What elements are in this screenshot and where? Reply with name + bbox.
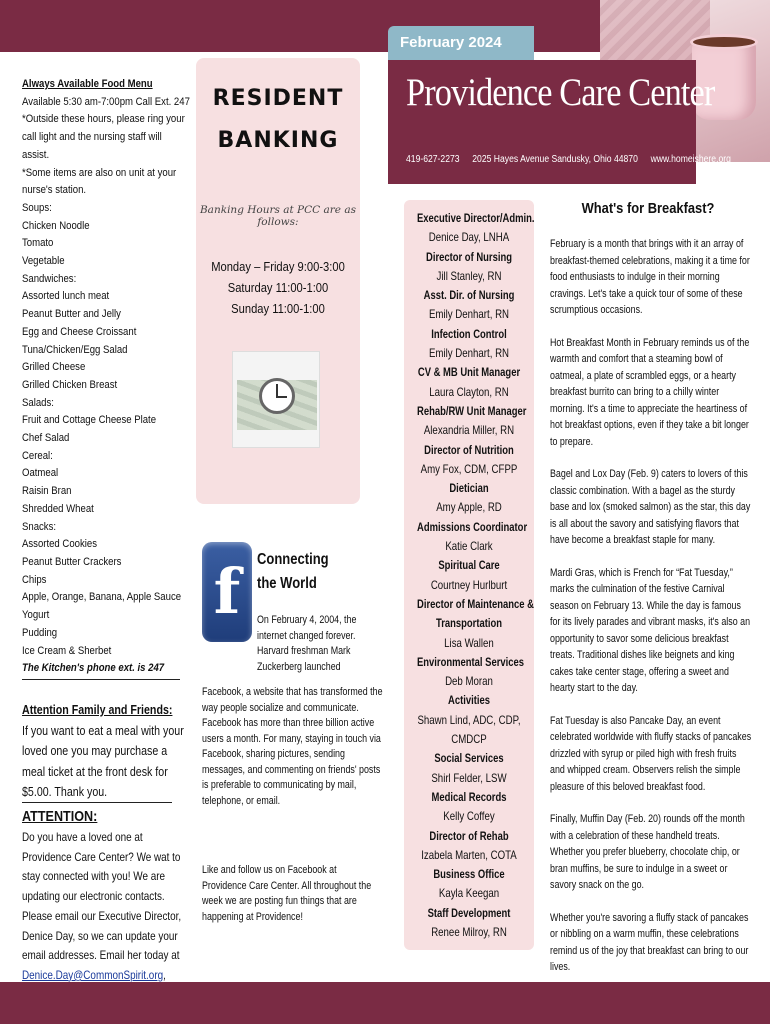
center-name: Providence Care Center [406, 71, 715, 114]
menu-item: Pudding [22, 626, 58, 639]
staff-role: Medical Records [431, 789, 507, 804]
staff-name: Laura Clayton, RN [429, 384, 509, 399]
breakfast-paragraph: February is a month that brings with it an array of breakfast-themed celebrations, making it a time for food enthusiasts to indulge in their morning cravings. Let's take a quick tour of some of these scrumptious occasions. [550, 238, 750, 316]
menu-item: Cereal: [22, 449, 53, 462]
menu-item: Ice Cream & Sherbet [22, 644, 112, 657]
attention-family-text: If you want to eat a meal with your loved one you may purchase a meal ticket at the front desk for $5.00. Thank you. [22, 722, 184, 799]
menu-item: Assorted lunch meat [22, 290, 110, 303]
banking-title-line1: RESIDENT [212, 86, 344, 111]
clock-hand [277, 396, 287, 398]
menu-item: Grilled Cheese [22, 361, 86, 374]
staff-name: Emily Denhart, RN [428, 346, 510, 361]
food-menu-list [22, 94, 190, 661]
menu-item: Chef Salad [22, 432, 70, 445]
breakfast-paragraph: Bagel and Lox Day (Feb. 9) caters to lovers of this classic combination. With a bagel as the sturdy base and lox (smoked salmon) as the star, this day is all about the savory and satisfying flavors that have become a breakfast staple for many. [550, 468, 751, 546]
attention-text: Do you have a loved one at Providence Care Center? We wat to stay connected with you! We are updating our electronic contacts. Please email our Executive Director, Denice Day, so we can update your email addresses. Email her today at [22, 830, 182, 963]
staff-role: Social Services [434, 751, 504, 766]
kitchen-phone: The Kitchen's phone ext. is 247 [22, 662, 165, 675]
staff-name: Emily Denhart, RN [428, 307, 510, 322]
divider [22, 802, 172, 803]
menu-item: Tuna/Chicken/Egg Salad [22, 343, 128, 356]
menu-item: Salads: [22, 396, 54, 409]
staff-directory [404, 209, 534, 942]
staff-name: Alexandria Miller, RN [423, 423, 515, 438]
staff-role: Executive Director/Admin. [417, 211, 535, 225]
menu-item: Soups: [22, 201, 52, 214]
menu-item: Yogurt [22, 609, 50, 622]
breakfast-paragraph: Finally, Muffin Day (Feb. 20) rounds off the month with a celebration of these handheld treats. Whether you prefer blueberry, chocolate chip, or bran muffins, be sure to indulge in a sweet or savory snack on the go. [550, 813, 745, 891]
menu-item: Available 5:30 am-7:00pm Call Ext. 247 [22, 95, 190, 108]
address: 2025 Hayes Avenue Sandusky, Ohio 44870 [472, 154, 638, 165]
staff-role: Infection Control [431, 326, 507, 341]
hours-sunday: Sunday 11:00-1:00 [231, 301, 325, 316]
menu-item: Chips [22, 573, 47, 586]
hours-saturday: Saturday 11:00-1:00 [227, 280, 329, 295]
breakfast-article [550, 236, 752, 992]
staff-name: Courtney Hurlburt [430, 577, 508, 592]
coffee-image [690, 34, 758, 50]
attention-family-heading: Attention Family and Friends: [22, 702, 173, 717]
menu-item: Egg and Cheese Croissant [22, 325, 137, 338]
facebook-title: Connecting the World [257, 551, 329, 592]
menu-item: Tomato [22, 237, 54, 250]
attention-suffix: , [163, 967, 166, 982]
staff-name: Kelly Coffey [443, 809, 495, 824]
menu-item: Raisin Bran [22, 485, 72, 498]
contact-line [406, 154, 741, 165]
menu-item: Oatmeal [22, 467, 59, 480]
phone-number: 419-627-2273 [406, 154, 460, 165]
facebook-paragraph: Like and follow us on Facebook at Providence Care Center. All throughout the week we are posting fun things that are happening at Providence! [202, 864, 372, 923]
facebook-icon: f [202, 542, 252, 642]
menu-item: Assorted Cookies [22, 538, 97, 551]
staff-role: Activities [448, 693, 490, 708]
staff-role: Transportation [435, 616, 503, 631]
attention-heading: ATTENTION: [22, 808, 98, 825]
clock-money-image [232, 351, 320, 448]
attention-family-section [22, 700, 186, 803]
staff-name: Denice Day, LNHA [428, 230, 510, 245]
staff-name: Shawn Lind, ADC, CDP, [417, 712, 521, 727]
staff-name: Amy Apple, RD [436, 500, 502, 515]
breakfast-paragraph: Fat Tuesday is also Pancake Day, an event celebrated worldwide with fluffy stacks of pancakes drizzled with syrup or piled high with fresh fruits and whipped cream. Observers relish the simple pleasure of this beloved breakfast food. [550, 714, 752, 793]
staff-role: Environmental Services [417, 654, 525, 669]
attention-section [22, 806, 190, 1005]
staff-role: Business Office [433, 867, 505, 882]
staff-role: Asst. Dir. of Nursing [423, 288, 515, 303]
breakfast-paragraph: Whether you're savoring a fluffy stack of pancakes or nibbling on a warm muffin, these celebrations remind us of the joy that breakfast can bring to our lives. [550, 911, 749, 973]
staff-role: Rehab/RW Unit Manager [417, 403, 527, 418]
menu-item: Fruit and Cottage Cheese Plate [22, 414, 157, 427]
staff-name: Amy Fox, CDM, CFPP [420, 461, 518, 476]
issue-date: February 2024 [388, 26, 534, 60]
staff-role: Admissions Coordinator [417, 519, 528, 534]
banking-intro: Banking Hours at PCC are as follows: [199, 204, 357, 228]
staff-name: Lisa Wallen [444, 635, 494, 650]
staff-name: Izabela Marten, COTA [421, 847, 517, 862]
website[interactable]: www.homeishere.org [650, 154, 731, 165]
staff-role: Dietician [449, 481, 489, 496]
facebook-paragraph: On February 4, 2004, the internet changed forever. Harvard freshman Mark Zuckerberg launched [257, 614, 357, 673]
banking-title-line2: BANKING [217, 128, 339, 153]
menu-item: *Outside these hours, please ring your call light and the nursing staff will assist. [22, 113, 185, 161]
breakfast-paragraph: Mardi Gras, which is French for “Fat Tuesday,” marks the culmination of the festive Carnival season on February 13. While the day is famous for its lively parades and vibrant masks, it's also an opportunity to savor some delicious breakfast treats. Traditional dishes like beignets and king cakes take center stage, offering a sweet and hearty start to the day. [550, 566, 751, 694]
divider [22, 679, 180, 680]
menu-item: Chicken Noodle [22, 219, 90, 232]
staff-name: Renee Milroy, RN [431, 924, 507, 939]
food-menu [22, 76, 190, 678]
facebook-paragraph: Facebook, a website that has transformed the way people socialize and communicate. Facebook has more than three billion active users a month. For many, staying in touch via Facebook, sharing pictures, sending messages, and commenting on friends' posts is preferable to communicating by mail, telephone, or email. [202, 686, 383, 807]
menu-item: *Some items are also on unit at your nurse's station. [22, 166, 177, 197]
menu-item: Snacks: [22, 520, 57, 533]
staff-role: Staff Development [427, 905, 511, 920]
staff-role: Director of Maintenance & [417, 596, 534, 611]
hours-weekday: Monday – Friday 9:00-3:00 [211, 259, 345, 274]
staff-name: Kayla Keegan [438, 886, 500, 901]
staff-name: Deb Moran [445, 674, 493, 689]
banking-hours [207, 256, 348, 319]
breakfast-title: What's for Breakfast? [581, 200, 715, 217]
director-email-link[interactable]: Denice.Day@CommonSpirit.org [22, 967, 164, 982]
menu-item: Shredded Wheat [22, 502, 94, 515]
staff-role: Spiritual Care [438, 558, 500, 573]
menu-item: Sandwiches: [22, 272, 77, 285]
staff-role: Director of Nutrition [424, 442, 514, 457]
bottom-banner [0, 982, 770, 1024]
staff-role: CV & MB Unit Manager [417, 365, 521, 380]
food-menu-title: Always Available Food Menu [22, 78, 153, 90]
menu-item: Apple, Orange, Banana, Apple Sauce [22, 591, 182, 604]
menu-item: Peanut Butter Crackers [22, 555, 122, 568]
staff-role: Director of Nursing [426, 249, 512, 264]
breakfast-paragraph: Hot Breakfast Month in February reminds us of the warmth and comfort that a steaming bowl of oatmeal, a plate of scrambled eggs, or a hearty breakfast burrito can bring to a chilly winter morning. It's a time to appreciate the heartiness of hot breakfast options, even if they take a bit longer to prepare. [550, 336, 750, 448]
staff-name: Shirl Felder, LSW [431, 770, 507, 785]
staff-name: Jill Stanley, RN [436, 268, 502, 283]
menu-item: Grilled Chicken Breast [22, 378, 118, 391]
staff-role: Director of Rehab [429, 828, 509, 843]
menu-item: Vegetable [22, 255, 65, 268]
banking-title [196, 78, 360, 162]
menu-item: Peanut Butter and Jelly [22, 308, 121, 321]
staff-name: Katie Clark [445, 539, 493, 554]
staff-name: CMDCP [451, 732, 487, 747]
